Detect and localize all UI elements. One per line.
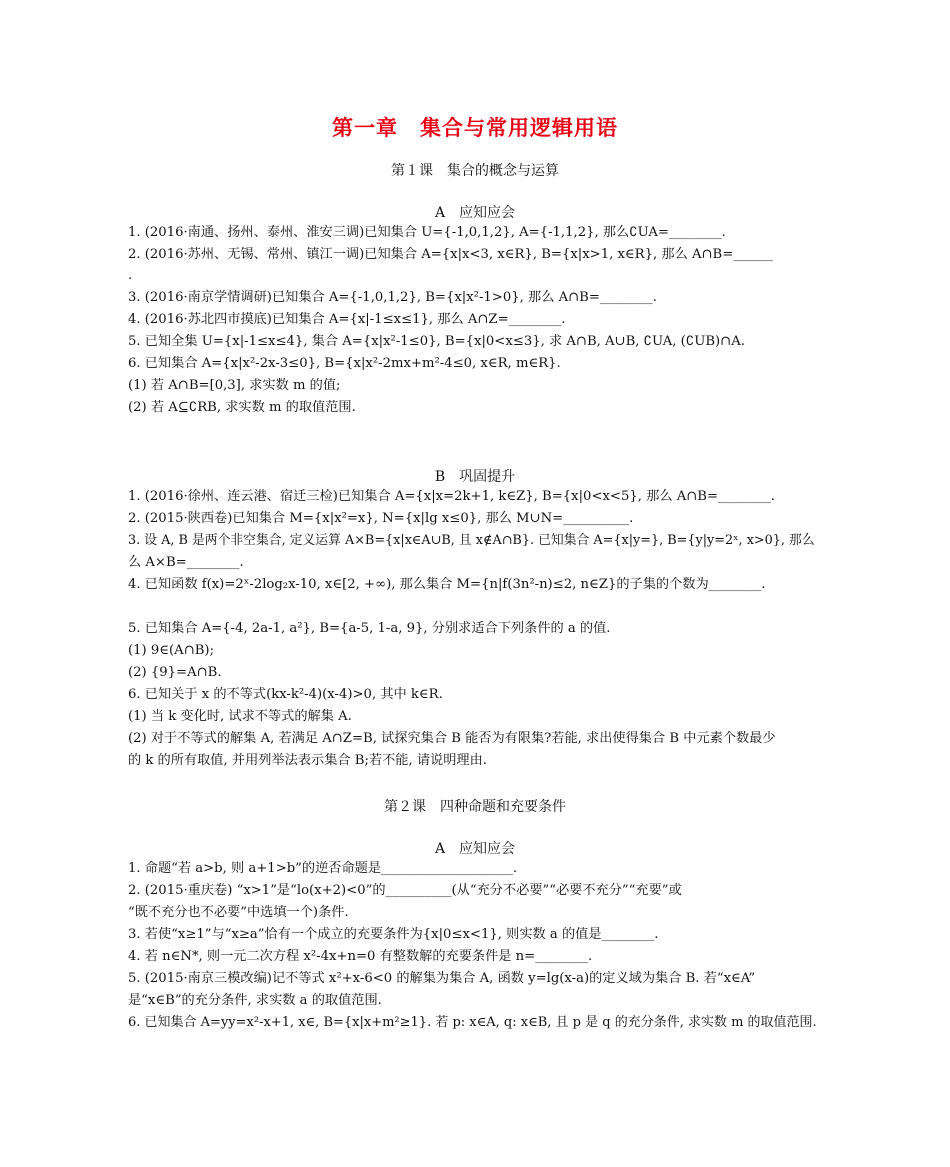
l1b-item-6-part-1: (1) 当 k 变化时, 试求不等式的解集 A. <box>128 709 352 724</box>
l1a-item-2: 2. (2016·苏州、无锡、常州、镇江一调)已知集合 A={x|x<3, x∈R}, B={x|x>1, x∈R}, 那么 A∩B=______ <box>128 247 773 262</box>
l1b-item-6-part-2: (2) 对于不等式的解集 A, 若满足 A∩Z=B, 试探究集合 B 能否为有限集?若能, 求出使得集合 B 中元素个数最少 <box>128 731 776 746</box>
l1a-item-2-tail: . <box>128 268 133 283</box>
l1a-item-6: 6. 已知集合 A={x|x²-2x-3≤0}, B={x|x²-2mx+m²-4≤0, x∈R, m∈R}. <box>128 356 561 371</box>
chapter-title: 第一章 集合与常用逻辑用语 <box>332 116 618 140</box>
l2a-item-2: 2. (2015·重庆卷) “x>1”是“lo(x+2)<0”的__________(从“充分不必要”“必要不充分”“充要”或 <box>128 883 682 898</box>
l2a-item-1: 1. 命题“若 a>b, 则 a+1>b”的逆否命题是____________________. <box>128 861 518 876</box>
lesson-1-title: 第１课 集合的概念与运算 <box>391 163 559 179</box>
l1b-item-3: 3. 设 A, B 是两个非空集合, 定义运算 A×B={x|x∈A∪B, 且 x∉A∩B}. 已知集合 A={x|y=}, B={y|y=2ˣ, x>0}, 那么 <box>128 533 815 548</box>
l2a-item-6: 6. 已知集合 A=yy=x²-x+1, x∈, B={x|x+m²≥1}. 若 p: x∈A, q: x∈B, 且 p 是 q 的充分条件, 求实数 m 的取值范围. <box>128 1015 817 1030</box>
lesson-2-section-a-heading: A 应知应会 <box>434 841 516 857</box>
l1b-item-2: 2. (2015·陕西卷)已知集合 M={x|x²=x}, N={x|lg x≤0}, 那么 M∪N=__________. <box>128 511 634 526</box>
l1a-item-6-part-1: (1) 若 A∩B=[0,3], 求实数 m 的值; <box>128 378 341 393</box>
l2a-item-5-tail: 是“x∈B”的充分条件, 求实数 a 的取值范围. <box>128 993 382 1008</box>
l2a-item-5: 5. (2015·南京三模改编)记不等式 x²+x-6<0 的解集为集合 A, 函数 y=lg(x-a)的定义域为集合 B. 若“x∈A” <box>128 971 756 986</box>
lesson-1-section-b-heading: B 巩固提升 <box>434 469 516 485</box>
l1b-item-6: 6. 已知关于 x 的不等式(kx-k²-4)(x-4)>0, 其中 k∈R. <box>128 687 443 702</box>
l1a-item-5: 5. 已知全集 U={x|-1≤x≤4}, 集合 A={x|x²-1≤0}, B={x|0<x≤3}, 求 A∩B, A∪B, ∁UA, (∁UB)∩A. <box>128 334 745 349</box>
l1b-item-5: 5. 已知集合 A={-4, 2a-1, a²}, B={a-5, 1-a, 9}, 分别求适合下列条件的 a 的值. <box>128 621 611 636</box>
l2a-item-3: 3. 若使“x≥1”与“x≥a”恰有一个成立的充要条件为{x|0≤x<1}, 则实数 a 的值是________. <box>128 927 659 942</box>
l2a-item-2-tail: “既不充分也不必要”中选填一个)条件. <box>128 905 349 920</box>
l1a-item-6-part-2: (2) 若 A⊆∁RB, 求实数 m 的取值范围. <box>128 400 356 415</box>
l1a-item-4: 4. (2016·苏北四市摸底)已知集合 A={x|-1≤x≤1}, 那么 A∩Z=________. <box>128 312 566 327</box>
l1b-item-5-part-2: (2) {9}=A∩B. <box>128 665 222 680</box>
lesson-2-title: 第２课 四种命题和充要条件 <box>384 799 566 815</box>
l1a-item-3: 3. (2016·南京学情调研)已知集合 A={-1,0,1,2}, B={x|x²-1>0}, 那么 A∩B=________. <box>128 290 657 305</box>
l1b-item-4: 4. 已知函数 f(x)=2ˣ-2log₂x-10, x∈[2, +∞), 那么集合 M={n|f(3n²-n)≤2, n∈Z}的子集的个数为________. <box>128 577 766 592</box>
lesson-1-section-a-heading: A 应知应会 <box>434 205 516 221</box>
l1a-item-1: 1. (2016·南通、扬州、泰州、淮安三调)已知集合 U={-1,0,1,2}, A={-1,1,2}, 那么∁UA=________. <box>128 225 726 240</box>
l1b-item-3-tail: 么 A×B=________. <box>128 555 244 570</box>
l1b-item-1: 1. (2016·徐州、连云港、宿迁三检)已知集合 A={x|x=2k+1, k∈Z}, B={x|0<x<5}, 那么 A∩B=________. <box>128 489 775 504</box>
l1b-item-5-part-1: (1) 9∈(A∩B); <box>128 643 215 658</box>
l1b-item-6-part-2-tail: 的 k 的所有取值, 并用列举法表示集合 B;若不能, 请说明理由. <box>128 753 487 768</box>
l2a-item-4: 4. 若 n∈N*, 则一元二次方程 x²-4x+n=0 有整数解的充要条件是 n=________. <box>128 949 593 964</box>
